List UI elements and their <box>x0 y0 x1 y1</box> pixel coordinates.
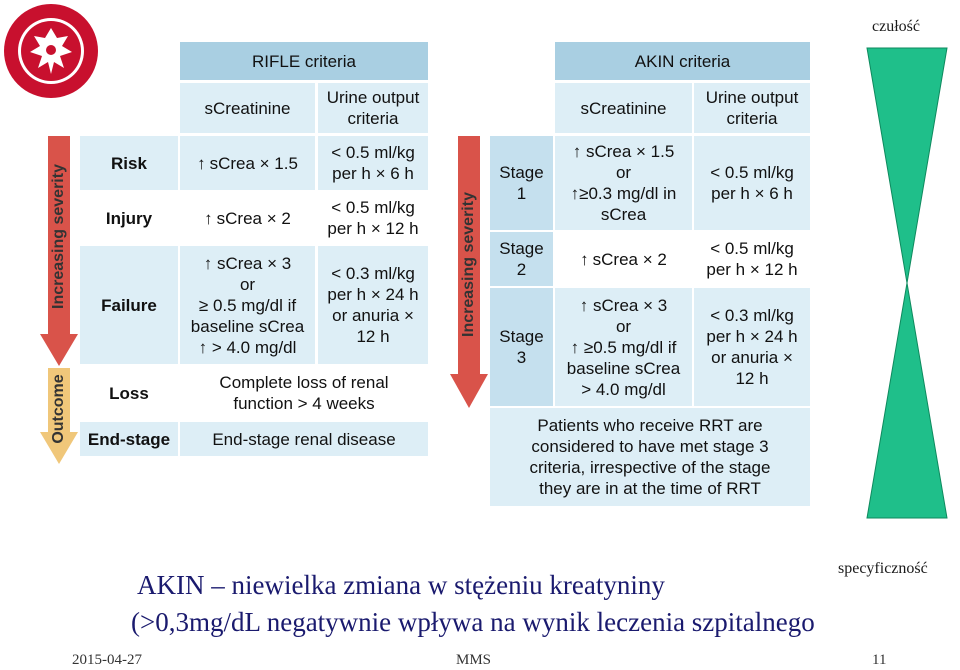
rifle-title <box>180 42 428 80</box>
stage3-crea-l2: or <box>615 316 632 336</box>
akin-stage1-label <box>490 136 553 230</box>
akin-stage1-urine <box>694 136 810 230</box>
akin-stage1-crea <box>555 136 692 230</box>
failure-crea-l2: or <box>239 274 256 294</box>
loss-merged: Complete loss of renal function > 4 weeks <box>219 373 389 413</box>
akin-stage2-crea <box>555 232 692 286</box>
rifle-row-injury-label <box>80 192 178 244</box>
failure-crea-l1: sCrea × 3 <box>217 253 292 273</box>
university-logo <box>2 2 100 100</box>
akin-stage3-label <box>490 288 553 406</box>
akin-stage3-crea <box>555 288 692 406</box>
stage3-crea-l1: sCrea × 3 <box>593 295 668 315</box>
rifle-row-failure-label <box>80 246 178 364</box>
hourglass-shape <box>865 46 949 520</box>
outcome-label: Outcome <box>50 374 67 444</box>
up-arrow-icon: ↑ <box>204 208 213 228</box>
rifle-row-endstage-merged <box>180 422 428 456</box>
rifle-row-risk-crea <box>180 136 315 190</box>
up-arrow-icon: ↑ <box>579 295 589 315</box>
up-arrow-icon: ↑ <box>198 337 208 357</box>
up-arrow-icon: ↑ <box>203 253 213 273</box>
akin-stage2-label <box>490 232 553 286</box>
rifle-col2-label: Urine output criteria <box>326 88 420 128</box>
rifle-row-risk-label <box>80 136 178 190</box>
risk-crea: sCrea × 1.5 <box>209 153 298 173</box>
akin-col1-label: sCreatinine <box>580 98 667 118</box>
failure-label: Failure <box>101 295 157 315</box>
risk-label: Risk <box>111 153 147 173</box>
stage2-label: Stage 2 <box>499 239 544 279</box>
rifle-col-screatinine <box>180 83 315 133</box>
endstage-label: End-stage <box>87 429 171 449</box>
akin-note <box>490 408 810 506</box>
akin-stage3-urine <box>694 288 810 406</box>
rifle-row-failure-crea <box>180 246 315 364</box>
stage2-crea: sCrea × 2 <box>592 249 667 269</box>
akin-title <box>555 42 810 80</box>
rifle-row-loss-merged <box>180 366 428 420</box>
akin-title-text: AKIN criteria <box>634 51 731 71</box>
akin-stage2-urine <box>694 232 810 286</box>
stage1-crea-l2: or <box>615 163 632 182</box>
akin-note-text: Patients who receive RRT are considered to have met stage 3 criteria, irrespective of the stage they are in at the time of RRT <box>529 416 771 498</box>
failure-urine: < 0.3 ml/kg per h × 24 h or anuria × 12 h <box>327 264 419 346</box>
stage1-crea-l1: sCrea × 1.5 <box>585 142 675 161</box>
stage3-crea-l3: ≥0.5 mg/dl if <box>583 337 677 357</box>
stage1-label: Stage 1 <box>499 163 544 203</box>
akin-severity-label: Increasing severity <box>460 192 477 337</box>
hourglass-bottom-label: specyficzność <box>838 560 928 577</box>
rifle-row-risk-urine <box>318 136 428 190</box>
rifle-row-injury-urine <box>318 192 428 244</box>
stage3-crea-l5: > 4.0 mg/dl <box>581 379 666 399</box>
akin-col-screatinine <box>555 83 692 133</box>
footer-page: 11 <box>872 652 887 668</box>
up-arrow-icon: ↑ <box>197 153 206 173</box>
injury-crea: sCrea × 2 <box>216 208 291 228</box>
footer-date: 2015-04-27 <box>72 652 142 668</box>
rifle-row-failure-urine <box>318 246 428 364</box>
failure-crea-l4: baseline sCrea <box>190 316 305 336</box>
akin-col-urine <box>694 83 810 133</box>
stage1-crea-l3: ≥0.3 mg/dl in <box>579 184 677 203</box>
up-arrow-icon: ↑ <box>570 184 580 203</box>
endstage-merged: End-stage renal disease <box>212 429 396 449</box>
stage1-crea-l4: sCrea <box>600 205 647 224</box>
rifle-severity-label: Increasing severity <box>50 164 67 309</box>
rifle-col1-label: sCreatinine <box>204 98 291 118</box>
rifle-row-endstage-label <box>80 422 178 456</box>
body-line-1: AKIN – niewielka zmiana w stężeniu kreatyniny <box>137 570 665 600</box>
akin-col2-label: Urine output criteria <box>705 88 799 128</box>
rifle-col-urine <box>318 83 428 133</box>
failure-crea-l5: > 4.0 mg/dl <box>211 337 297 357</box>
up-arrow-icon: ↑ <box>580 249 589 269</box>
body-line-2: (>0,3mg/dL negatywnie wpływa na wynik leczenia szpitalnego <box>131 607 815 637</box>
loss-label: Loss <box>109 383 149 403</box>
footer-center: MMS <box>456 652 492 668</box>
rifle-row-injury-crea <box>180 192 315 244</box>
stage3-label: Stage 3 <box>499 327 544 367</box>
risk-urine: < 0.5 ml/kg per h × 6 h <box>331 143 415 183</box>
rifle-row-loss-label <box>80 366 178 420</box>
failure-crea-l3: ≥ 0.5 mg/dl if <box>198 295 297 315</box>
stage2-urine: < 0.5 ml/kg per h × 12 h <box>706 239 798 279</box>
up-arrow-icon: ↑ <box>572 142 582 161</box>
rifle-title-text: RIFLE criteria <box>252 51 356 71</box>
injury-label: Injury <box>105 208 153 228</box>
up-arrow-icon: ↑ <box>570 337 580 357</box>
stage3-crea-l4: baseline sCrea <box>566 358 681 378</box>
stage1-urine: < 0.5 ml/kg per h × 6 h <box>710 163 794 203</box>
hourglass-top-label: czułość <box>872 18 920 35</box>
stage3-urine: < 0.3 ml/kg per h × 24 h or anuria × 12 h <box>706 306 798 388</box>
injury-urine: < 0.5 ml/kg per h × 12 h <box>327 198 419 238</box>
